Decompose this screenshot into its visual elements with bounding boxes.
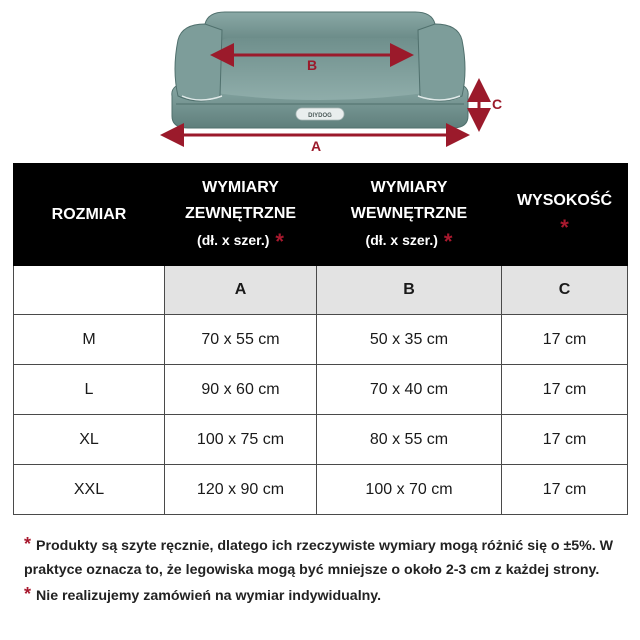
cell-height: 17 cm — [502, 365, 628, 415]
bed-right-bolster — [418, 24, 465, 101]
cell-size: L — [14, 365, 165, 415]
cell-size: XXL — [14, 465, 165, 515]
asterisk-icon: * — [24, 584, 32, 604]
cell-size: XL — [14, 415, 165, 465]
header-outer-line3: (dł. x szer.) — [197, 231, 270, 248]
cell-height: 17 cm — [502, 415, 628, 465]
dimension-letter-row — [14, 266, 628, 315]
cell-height: 17 cm — [502, 465, 628, 515]
letter-cell-empty — [14, 266, 165, 315]
dog-bed-diagram — [0, 0, 640, 160]
header-height — [502, 164, 628, 266]
cell-height: 17 cm — [502, 315, 628, 365]
brand-text: DIYDOG — [308, 113, 332, 119]
label-a: A — [310, 138, 322, 154]
size-table — [13, 163, 628, 515]
cell-inner: 80 x 55 cm — [317, 415, 502, 465]
header-height-line1: WYSOKOŚĆ — [516, 192, 613, 209]
header-outer-dimensions — [165, 164, 317, 266]
header-size — [14, 164, 165, 266]
bed-inner-surface — [208, 38, 432, 100]
cell-outer: 120 x 90 cm — [165, 465, 317, 515]
table-row — [14, 415, 628, 465]
cell-outer: 90 x 60 cm — [165, 365, 317, 415]
letter-cell-b: B — [317, 266, 502, 315]
size-table-body — [14, 315, 628, 515]
header-inner-line2: WEWNĘTRZNE — [350, 204, 468, 222]
table-row — [14, 465, 628, 515]
footnote-custom-size-text: Nie realizujemy zamówień na wymiar indywidualny. — [36, 588, 382, 604]
header-inner-line1: WYMIARY — [370, 178, 448, 196]
header-size-label: ROZMIAR — [51, 205, 127, 223]
asterisk-icon: * — [275, 228, 284, 254]
header-outer-line1: WYMIARY — [202, 178, 279, 196]
asterisk-icon: * — [24, 534, 32, 554]
footnote-handmade — [24, 532, 624, 582]
cell-inner: 50 x 35 cm — [317, 315, 502, 365]
table-row — [14, 315, 628, 365]
header-inner-line3: (dł. x szer.) — [365, 231, 438, 248]
label-c: C — [492, 96, 503, 112]
cell-inner: 100 x 70 cm — [317, 465, 502, 515]
product-illustration — [0, 0, 640, 160]
table-row — [14, 365, 628, 415]
label-b: B — [306, 57, 318, 73]
cell-outer: 70 x 55 cm — [165, 315, 317, 365]
cell-inner: 70 x 40 cm — [317, 365, 502, 415]
bed-left-bolster — [175, 24, 222, 101]
header-inner-dimensions — [317, 164, 502, 266]
cell-size: M — [14, 315, 165, 365]
header-outer-line2: ZEWNĘTRZNE — [184, 204, 297, 222]
letter-cell-c: C — [502, 266, 628, 315]
asterisk-icon: * — [560, 215, 569, 240]
brand-tag — [296, 108, 344, 120]
footnotes — [24, 532, 624, 608]
table-header-row — [14, 164, 628, 266]
footnote-custom-size — [24, 582, 624, 608]
footnote-handmade-text: Produkty są szyte ręcznie, dlatego ich rzeczywiste wymiary mogą różnić się o ±5%. W praktyce oznacza to, że legowiska mogą być mniejsze o około 2-3 cm z każdej strony. — [24, 538, 614, 578]
letter-cell-a: A — [165, 266, 317, 315]
cell-outer: 100 x 75 cm — [165, 415, 317, 465]
asterisk-icon: * — [443, 228, 453, 254]
